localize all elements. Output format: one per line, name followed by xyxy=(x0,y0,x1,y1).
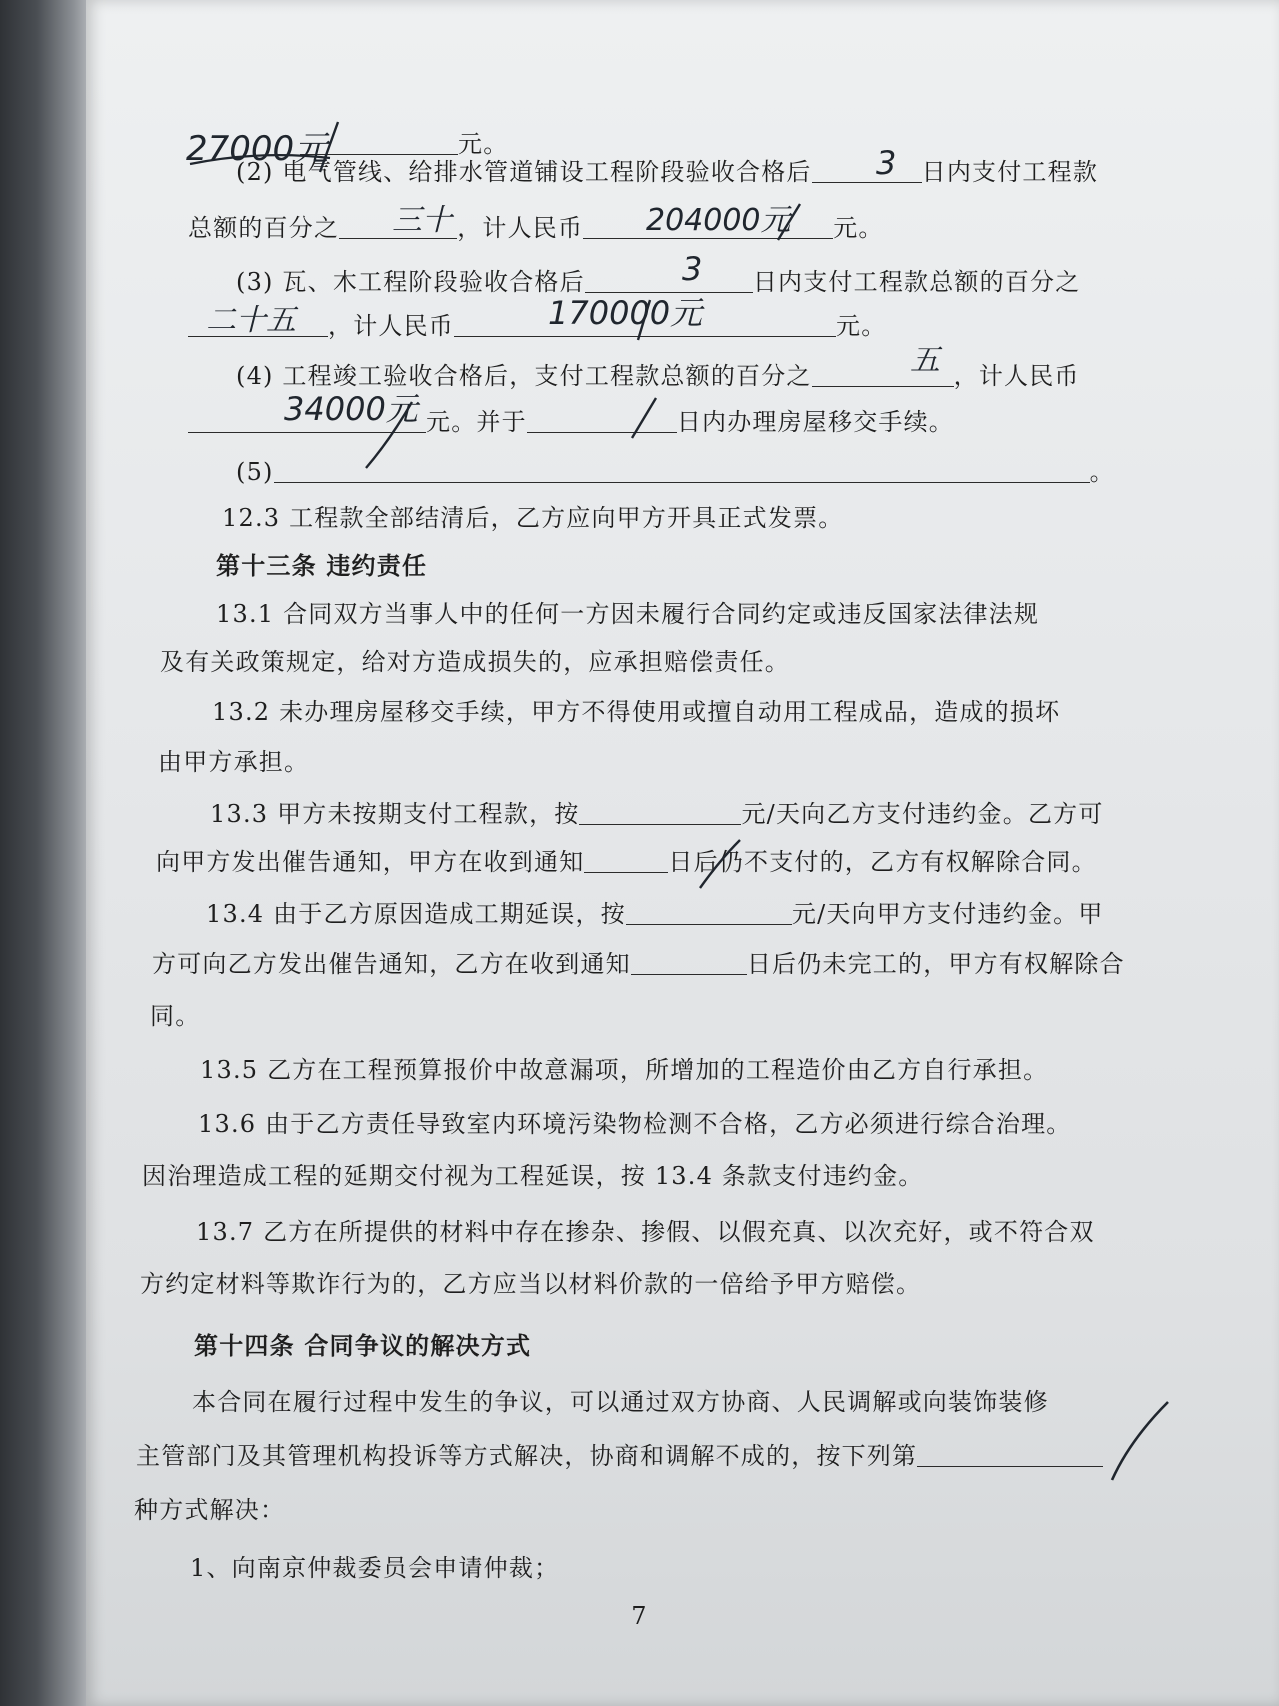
clause-14-body-end: 种方式解决： xyxy=(134,1496,286,1524)
line-3-percent: ，计人民币 元。 xyxy=(188,306,886,341)
line-4-completion: (4) 工程竣工验收合格后，支付工程款总额的百分之 ，计人民币 xyxy=(236,362,1080,390)
clause-14-body-cont: 主管部门及其管理机构投诉等方式解决，协商和调解不成的，按下列第 xyxy=(136,1436,1103,1471)
clause-13-6-cont: 因治理造成工程的延期交付视为工程延误，按 13.4 条款支付违约金。 xyxy=(142,1162,924,1190)
hw-amount-1: 27000元 xyxy=(186,129,329,169)
line-2-electrical: (2) 电气管线、给排水管道铺设工程阶段验收合格后 日内支付工程款 xyxy=(236,158,1099,186)
hw-amount-3: 170000元 xyxy=(548,294,703,332)
clause-13-3-cont: 向甲方发出催告通知，甲方在收到通知 日后仍不支付的，乙方有权解除合同。 xyxy=(156,848,1097,876)
clause-14-body: 本合同在履行过程中发生的争议，可以通过双方协商、人民调解或向装饰装修 xyxy=(192,1388,1049,1416)
line-5: (5) 。 xyxy=(236,458,1115,486)
hw-amount-4: 34000元 xyxy=(284,390,418,428)
hw-percent-4: 五 xyxy=(910,343,940,378)
clause-13-5: 13.5 乙方在工程预算报价中故意漏项，所增加的工程造价由乙方自行承担。 xyxy=(200,1056,1049,1084)
hw-slash-handover xyxy=(632,398,656,438)
clause-13-7: 13.7 乙方在所提供的材料中存在掺杂、掺假、以假充真、以次充好，或不符合双 xyxy=(196,1218,1095,1246)
hw-percent-2: 三十 xyxy=(392,203,452,238)
clause-12-3: 12.3 工程款全部结清后，乙方应向甲方开具正式发票。 xyxy=(222,504,844,532)
line-4-amount: 元。并于 日内办理房屋移交手续。 xyxy=(188,402,954,437)
clause-13-3: 13.3 甲方未按期支付工程款，按 元/天向乙方支付违约金。乙方可 xyxy=(210,800,1104,828)
clause-13-1: 13.1 合同双方当事人中的任何一方因未履行合同约定或违反国家法律法规 xyxy=(216,600,1040,628)
clause-13-4: 13.4 由于乙方原因造成工期延误，按 元/天向甲方支付违约金。甲 xyxy=(206,900,1104,928)
clause-13-6: 13.6 由于乙方责任导致室内环境污染物检测不合格，乙方必须进行综合治理。 xyxy=(198,1110,1072,1138)
article-13-heading: 第十三条 违约责任 xyxy=(216,552,428,580)
hw-amount-2: 204000元 xyxy=(646,203,791,238)
hw-days-3: 3 xyxy=(682,250,703,288)
line-2-percent: 总额的百分之 ，计人民币 元。 xyxy=(188,214,884,242)
clause-13-4-cont: 方可向乙方发出催告通知，乙方在收到通知 日后仍未完工的，甲方有权解除合 xyxy=(152,950,1125,978)
line-amount-1: 元。 xyxy=(300,124,508,159)
page-number: 7 xyxy=(631,1602,648,1630)
article-14-heading: 第十四条 合同争议的解决方式 xyxy=(194,1332,532,1360)
hw-days-2: 3 xyxy=(876,144,897,182)
clause-13-7-cont: 方约定材料等欺诈行为的，乙方应当以材料价款的一倍给予甲方赔偿。 xyxy=(140,1270,922,1298)
resolution-option-1: 1、向南京仲裁委员会申请仲裁； xyxy=(190,1554,560,1582)
hw-slash-option xyxy=(1112,1402,1168,1480)
clause-13-1-cont: 及有关政策规定，给对方造成损失的，应承担赔偿责任。 xyxy=(160,648,790,676)
clause-13-4-end: 同。 xyxy=(150,1002,201,1030)
clause-13-2: 13.2 未办理房屋移交手续，甲方不得使用或擅自动用工程成品，造成的损坏 xyxy=(212,698,1061,726)
clause-13-2-cont: 由甲方承担。 xyxy=(158,748,310,776)
line-3-tile-wood: (3) 瓦、木工程阶段验收合格后 日内支付工程款总额的百分之 xyxy=(236,268,1081,296)
hw-percent-3: 二十五 xyxy=(206,303,296,338)
hw-slash-notice xyxy=(700,840,740,888)
